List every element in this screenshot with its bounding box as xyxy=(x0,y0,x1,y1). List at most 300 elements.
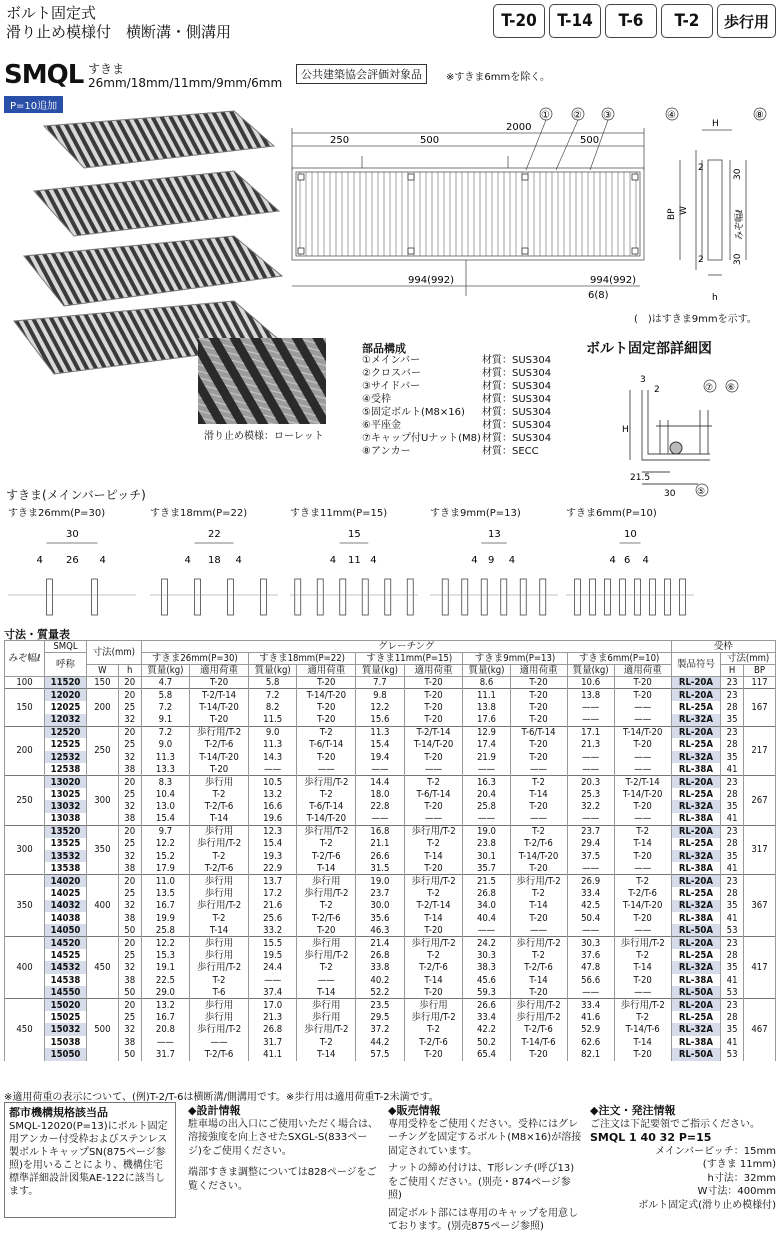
pitch-section-title: すきま(メインバーピッチ) xyxy=(6,488,146,502)
table-cell: 29.0 xyxy=(141,986,190,998)
table-cell: 37.6 xyxy=(567,949,614,961)
series-title-line1: ボルト固定式 xyxy=(6,4,97,22)
table-cell: T-14/T-20 xyxy=(614,726,671,738)
table-cell: 35.6 xyxy=(356,912,405,924)
th-W: W xyxy=(87,665,119,677)
table-cell: 32 xyxy=(118,751,141,763)
parts-title: 部品構成 xyxy=(362,342,406,355)
part-name: ③サイドバー xyxy=(362,381,421,392)
th-sunpou: 寸法(mm) xyxy=(87,641,142,665)
table-cell: 21.6 xyxy=(248,900,297,912)
table-cell: 23.8 xyxy=(463,838,510,850)
table-cell: RL-25A xyxy=(671,701,720,713)
design-info-p1: 駐車場の出入口にご使用いただく場合は、溶接強度を向上させたSXGL-S(833ページ)をご使用ください。 xyxy=(188,1118,378,1157)
table-cell: 23 xyxy=(721,677,744,689)
table-cell: 14550 xyxy=(45,986,87,998)
table-cell: T-20 xyxy=(510,1048,567,1060)
table-cell: 20 xyxy=(118,825,141,837)
th-load: 適用荷重 xyxy=(404,665,463,677)
main-bar xyxy=(47,579,53,615)
pitch-dim: 11 xyxy=(348,555,361,566)
bolt-dim-30: 30 xyxy=(664,489,676,499)
table-cell: T-2/T-14 xyxy=(190,689,249,701)
th-ukewaku: 受枠 xyxy=(671,641,775,653)
table-cell: 30.1 xyxy=(463,850,510,862)
parts-item xyxy=(362,393,551,406)
callout-1: ① xyxy=(541,110,550,121)
table-cell: 53 xyxy=(721,1048,744,1060)
sukima-values: 26mm/18mm/11mm/9mm/6mm xyxy=(88,76,283,90)
table-cell: 25 xyxy=(118,701,141,713)
label-W: W xyxy=(679,206,689,215)
table-cell: 7.2 xyxy=(141,701,190,713)
table-cell: RL-38A xyxy=(671,1036,720,1048)
table-cell: 14038 xyxy=(45,912,87,924)
grating-product-photo xyxy=(4,106,288,376)
pitch-dim: 9 xyxy=(488,555,495,566)
table-cell: RL-50A xyxy=(671,1048,720,1060)
table-cell: T-2/T-6 xyxy=(190,738,249,750)
table-cell: 150 xyxy=(87,677,119,689)
table-cell: T-2 xyxy=(404,838,463,850)
table-cell: 18.0 xyxy=(356,788,405,800)
table-cell: 17.4 xyxy=(463,738,510,750)
table-cell: 33.8 xyxy=(356,961,405,973)
part-material: 材質：SUS304 xyxy=(482,381,552,392)
table-cell: 13.2 xyxy=(141,999,190,1011)
main-bar xyxy=(195,579,201,615)
table-cell: T-20 xyxy=(614,677,671,689)
table-cell: 25.8 xyxy=(141,924,190,936)
callout-3: ③ xyxy=(603,110,612,121)
table-cell: T-20 xyxy=(404,924,463,936)
table-cell: 12032 xyxy=(45,714,87,726)
table-cell: 7.2 xyxy=(248,689,297,701)
table-cell: RL-32A xyxy=(671,714,720,726)
table-cell: 32 xyxy=(118,961,141,973)
table-cell: 16.7 xyxy=(141,900,190,912)
pitch-value: 13 xyxy=(488,529,501,540)
table-cell: 50 xyxy=(118,986,141,998)
table-cell: T-2/T-6 xyxy=(190,1048,249,1060)
table-cell: 317 xyxy=(744,825,776,875)
table-cell: T-6/T-14 xyxy=(297,800,356,812)
label-30-top: 30 xyxy=(733,168,743,180)
table-cell: T-14 xyxy=(404,850,463,862)
table-cell: 13038 xyxy=(45,813,87,825)
table-cell: —— xyxy=(567,751,614,763)
pitch-drawing xyxy=(430,519,558,619)
th-mizo: みぞ幅ℓ xyxy=(5,641,45,677)
sales-info-p3: 固定ボルト部には専用のキャップを用意しております。(別売875ページ参照) xyxy=(388,1207,578,1232)
part-material: 材質：SUS304 xyxy=(482,394,552,405)
table-cell: T-2 xyxy=(510,949,567,961)
table-cell: T-6/T-14 xyxy=(510,726,567,738)
table-cell: 22.9 xyxy=(248,862,297,874)
table-cell: T-20 xyxy=(404,689,463,701)
table-cell: T-2/T-14 xyxy=(404,726,463,738)
table-cell: T-2 xyxy=(614,1011,671,1023)
main-bar xyxy=(228,579,234,615)
table-row xyxy=(5,875,776,887)
table-cell: —— xyxy=(463,924,510,936)
table-cell: 37.2 xyxy=(356,1023,405,1035)
table-cell: 歩行用/T-2 xyxy=(297,1023,356,1035)
main-bar xyxy=(575,579,581,615)
table-footnote: ※適用荷重の表示について、(例)T-2/T-6は横断溝/側溝用です。※歩行用は適用荷重T-2未満です。 xyxy=(4,1092,439,1103)
table-cell: RL-20A xyxy=(671,776,720,788)
table-cell: 9.0 xyxy=(248,726,297,738)
table-row xyxy=(5,738,776,750)
dim-6-8: 6(8) xyxy=(588,290,609,301)
parts-item xyxy=(362,419,551,432)
table-title: 寸法・質量表 xyxy=(4,628,70,641)
table-cell: —— xyxy=(510,924,567,936)
table-cell: 7.7 xyxy=(356,677,405,689)
table-cell: 16.3 xyxy=(463,776,510,788)
pitch-label: すきま26mm(P=30) xyxy=(8,508,106,519)
table-cell: 38 xyxy=(118,912,141,924)
table-cell: T-2 xyxy=(510,776,567,788)
table-cell: 42.2 xyxy=(463,1023,510,1035)
table-cell: 10.5 xyxy=(248,776,297,788)
table-cell: 15.4 xyxy=(141,813,190,825)
table-cell: 31.5 xyxy=(356,862,405,874)
table-cell: T-20 xyxy=(614,1048,671,1060)
table-cell: T-14/T-20 xyxy=(614,788,671,800)
pitch-diagram xyxy=(8,504,136,622)
table-cell: —— xyxy=(248,974,297,986)
table-cell: T-20 xyxy=(510,800,567,812)
order-line: h寸法：32mm xyxy=(707,1172,776,1184)
table-cell: 12532 xyxy=(45,751,87,763)
table-cell: 13520 xyxy=(45,825,87,837)
th-group-18: すきま18mm(P=22) xyxy=(248,653,355,665)
table-cell: 33.2 xyxy=(248,924,297,936)
dim-994-right: 994(992) xyxy=(590,275,636,286)
table-cell: 21.4 xyxy=(356,937,405,949)
pitch-diagram xyxy=(290,504,418,622)
table-cell: T-2 xyxy=(614,875,671,887)
table-cell: 歩行用/T-2 xyxy=(297,949,356,961)
callout-8: ⑧ xyxy=(755,110,764,121)
table-cell: 20 xyxy=(118,999,141,1011)
table-row xyxy=(5,788,776,800)
table-cell: 歩行用 xyxy=(190,949,249,961)
table-cell: RL-25A xyxy=(671,838,720,850)
callout-4: ④ xyxy=(667,110,676,121)
pitch-drawing xyxy=(290,519,418,619)
spec-table xyxy=(4,640,776,1061)
main-bar xyxy=(635,579,641,615)
table-cell: T-2/T-6 xyxy=(510,1023,567,1035)
th-load: 適用荷重 xyxy=(510,665,567,677)
bolt-callout-6: ⑥ xyxy=(727,383,736,393)
table-cell: 250 xyxy=(5,776,45,826)
table-cell: T-6/T-14 xyxy=(404,788,463,800)
table-cell: 12020 xyxy=(45,689,87,701)
table-cell: 19.0 xyxy=(356,875,405,887)
table-cell: 歩行用/T-2 xyxy=(510,999,567,1011)
table-cell: 15.3 xyxy=(141,949,190,961)
table-cell: 50.4 xyxy=(567,912,614,924)
table-cell: 9.0 xyxy=(141,738,190,750)
table-cell: 23 xyxy=(721,726,744,738)
table-cell: T-14/T-20 xyxy=(190,751,249,763)
table-cell: 歩行用 xyxy=(190,875,249,887)
certification-note: ※すきま6mmを除く。 xyxy=(446,72,551,83)
table-cell: T-14/T-20 xyxy=(190,701,249,713)
table-cell: 歩行用 xyxy=(297,999,356,1011)
table-row xyxy=(5,850,776,862)
table-cell: RL-38A xyxy=(671,763,720,775)
pitch-dim: 4 xyxy=(329,555,337,566)
pitch-diagram xyxy=(430,504,558,622)
table-cell: 14.4 xyxy=(356,776,405,788)
table-cell: T-14 xyxy=(404,912,463,924)
table-cell: 歩行用 xyxy=(190,937,249,949)
badge-t20: T-20 xyxy=(493,4,545,38)
table-row xyxy=(5,887,776,899)
table-cell: 21.9 xyxy=(463,751,510,763)
part-material: 材質：SUS304 xyxy=(482,433,552,444)
bolt-callout-5: ⑤ xyxy=(697,487,706,497)
table-cell: 450 xyxy=(87,937,119,999)
section-drawing xyxy=(656,100,776,315)
table-cell: —— xyxy=(141,1036,190,1048)
table-row xyxy=(5,776,776,788)
table-cell: 28 xyxy=(721,949,744,961)
table-cell: 14.3 xyxy=(248,751,297,763)
label-mizo: みぞ幅ℓ xyxy=(735,209,745,240)
table-cell: —— xyxy=(614,751,671,763)
th-yobi: 呼称 xyxy=(45,653,87,677)
table-cell: 歩行用 xyxy=(297,937,356,949)
table-row xyxy=(5,751,776,763)
table-cell: T-14/T-20 xyxy=(510,850,567,862)
table-row xyxy=(5,999,776,1011)
pitch-label: すきま18mm(P=22) xyxy=(150,508,248,519)
table-cell: 250 xyxy=(87,726,119,776)
table-row xyxy=(5,825,776,837)
table-cell: —— xyxy=(297,974,356,986)
table-cell: 19.3 xyxy=(248,850,297,862)
table-row xyxy=(5,862,776,874)
table-cell: 32 xyxy=(118,714,141,726)
table-cell: 19.6 xyxy=(248,813,297,825)
parts-item xyxy=(362,367,551,380)
table-cell: 23 xyxy=(721,999,744,1011)
table-cell: 500 xyxy=(87,999,119,1061)
table-cell: T-20 xyxy=(510,689,567,701)
pitch-diagram xyxy=(566,504,694,622)
table-cell: T-2 xyxy=(297,961,356,973)
table-row xyxy=(5,1036,776,1048)
table-cell: 21.3 xyxy=(567,738,614,750)
table-cell: 12.2 xyxy=(141,937,190,949)
table-cell: 45.6 xyxy=(463,974,510,986)
table-cell: 15050 xyxy=(45,1048,87,1060)
design-info-p2: 端部すきま調整については828ページをご覧ください。 xyxy=(188,1167,377,1192)
table-cell: T-2/T-6 xyxy=(510,961,567,973)
table-cell: 267 xyxy=(744,776,776,826)
load-class-badges xyxy=(493,4,776,38)
table-cell: 21.1 xyxy=(356,838,405,850)
table-cell: T-2 xyxy=(190,788,249,800)
table-cell: 10.4 xyxy=(141,788,190,800)
table-cell: 11.3 xyxy=(356,726,405,738)
table-cell: 12.2 xyxy=(356,701,405,713)
table-cell: T-2 xyxy=(404,776,463,788)
table-cell: T-2 xyxy=(297,1036,356,1048)
table-cell: 15.4 xyxy=(356,738,405,750)
bolt-detail-title: ボルト固定部詳細図 xyxy=(586,341,712,357)
table-cell: T-14/T-20 xyxy=(297,813,356,825)
th-group-6: すきま6mm(P=10) xyxy=(567,653,671,665)
part-material: 材質：SUS304 xyxy=(482,420,552,431)
part-name: ④受枠 xyxy=(362,394,391,405)
table-cell: 25 xyxy=(118,738,141,750)
pitch-diagrams xyxy=(0,504,780,624)
pitch-dim: 18 xyxy=(208,555,221,566)
product-name: SMQL xyxy=(4,60,84,90)
main-bar xyxy=(650,579,656,615)
table-cell: 16.8 xyxy=(356,825,405,837)
callout-2: ② xyxy=(573,110,582,121)
table-cell: 35 xyxy=(721,751,744,763)
table-cell: T-2 xyxy=(614,825,671,837)
th-mass: 質量(kg) xyxy=(463,665,510,677)
table-cell: 11.3 xyxy=(248,738,297,750)
table-cell: 32 xyxy=(118,850,141,862)
table-cell: 46.3 xyxy=(356,924,405,936)
table-cell: RL-25A xyxy=(671,738,720,750)
table-cell: T-20 xyxy=(297,701,356,713)
table-row xyxy=(5,677,776,689)
table-cell: 歩行用/T-2 xyxy=(190,726,249,738)
pitch-dim: 4 xyxy=(642,555,649,566)
table-cell: RL-38A xyxy=(671,912,720,924)
table-cell: T-20 xyxy=(614,738,671,750)
th-mass: 質量(kg) xyxy=(141,665,190,677)
table-cell: T-20 xyxy=(190,763,249,775)
pitch-drawing xyxy=(150,519,278,619)
table-cell: T-2/T-6 xyxy=(404,1036,463,1048)
table-cell: 22.5 xyxy=(141,974,190,986)
dim-994-left: 994(992) xyxy=(408,275,454,286)
table-cell: 30.0 xyxy=(356,900,405,912)
table-cell: —— xyxy=(404,813,463,825)
certification-label: 公共建築協会評価対象品 xyxy=(296,64,427,84)
table-cell: 11.5 xyxy=(248,714,297,726)
table-cell: 32 xyxy=(118,900,141,912)
table-cell: T-2/T-6 xyxy=(404,961,463,973)
table-cell: RL-20A xyxy=(671,825,720,837)
table-cell: T-14/T-6 xyxy=(510,1036,567,1048)
table-cell: 29.4 xyxy=(567,838,614,850)
main-bar xyxy=(620,579,626,615)
table-cell: 14520 xyxy=(45,937,87,949)
table-cell: 16.6 xyxy=(248,800,297,812)
table-cell: 21.5 xyxy=(463,875,510,887)
table-cell: T-20 xyxy=(297,751,356,763)
table-cell: —— xyxy=(614,924,671,936)
table-cell: 歩行用/T-2 xyxy=(614,937,671,949)
knurl-caption: 滑り止め模様：ローレット xyxy=(204,431,324,442)
table-cell: T-2 xyxy=(297,788,356,800)
table-cell: 12.2 xyxy=(141,838,190,850)
table-cell: 23.7 xyxy=(356,887,405,899)
table-cell: T-2 xyxy=(190,974,249,986)
table-cell: 29.5 xyxy=(356,1011,405,1023)
table-cell: 300 xyxy=(87,776,119,826)
table-cell: 14525 xyxy=(45,949,87,961)
table-cell: 52.2 xyxy=(356,986,405,998)
main-bar xyxy=(340,579,346,615)
badge-t14: T-14 xyxy=(549,4,601,38)
ur-standard-body: SMQL-12020(P=13)にボルト固定用アンカー付受枠およびステンレス製ボルトキャップSN(875ページ参照)を用いることにより、機構住宅標準詳細設計図集AE-122に該当します。 xyxy=(9,1121,168,1197)
table-row xyxy=(5,714,776,726)
dim-2000: 2000 xyxy=(506,122,532,133)
th-group-9: すきま9mm(P=13) xyxy=(463,653,567,665)
table-cell: 167 xyxy=(744,689,776,726)
table-cell: 23 xyxy=(721,776,744,788)
table-cell: T-20 xyxy=(510,701,567,713)
table-cell: 41 xyxy=(721,813,744,825)
table-cell: 40.2 xyxy=(356,974,405,986)
table-cell: 24.4 xyxy=(248,961,297,973)
table-cell: 44.2 xyxy=(356,1036,405,1048)
table-cell: 19.9 xyxy=(141,912,190,924)
table-cell: 19.0 xyxy=(463,825,510,837)
main-bar xyxy=(407,579,413,615)
table-cell: 15025 xyxy=(45,1011,87,1023)
pitch-dim: 4 xyxy=(471,555,478,566)
order-line: ボルト固定式(滑り止め模様付) xyxy=(638,1199,776,1211)
ur-standard-title: 都市機構規格該当品 xyxy=(9,1106,108,1119)
table-cell: 17.9 xyxy=(141,862,190,874)
table-cell: 9.7 xyxy=(141,825,190,837)
table-cell: 23 xyxy=(721,875,744,887)
table-row xyxy=(5,701,776,713)
th-group-11: すきま11mm(P=15) xyxy=(356,653,463,665)
order-line: (すきま 11mm) xyxy=(702,1159,776,1170)
table-cell: T-20 xyxy=(510,751,567,763)
table-cell: 32.2 xyxy=(567,800,614,812)
table-cell: T-14/T-20 xyxy=(297,689,356,701)
part-material: 材質：SECC xyxy=(482,446,539,457)
table-cell: RL-20A xyxy=(671,726,720,738)
table-cell: T-14/T-20 xyxy=(404,738,463,750)
pitch-drawing xyxy=(8,519,136,619)
table-cell: —— xyxy=(614,714,671,726)
table-cell: 41 xyxy=(721,912,744,924)
table-cell: 13025 xyxy=(45,788,87,800)
parts-item xyxy=(362,380,551,393)
th-smql: SMQL xyxy=(45,641,87,653)
table-cell: T-20 xyxy=(404,862,463,874)
bolt-dim-2: 2 xyxy=(654,385,660,395)
table-cell: RL-38A xyxy=(671,974,720,986)
table-cell: 9.1 xyxy=(141,714,190,726)
table-cell: 11.1 xyxy=(463,689,510,701)
table-cell: T-20 xyxy=(614,850,671,862)
table-cell: RL-20A xyxy=(671,689,720,701)
table-cell: 50 xyxy=(118,1048,141,1060)
part-material: 材質：SUS304 xyxy=(482,407,552,418)
pitch-dim: 4 xyxy=(36,555,43,566)
pitch-dim: 4 xyxy=(235,555,242,566)
